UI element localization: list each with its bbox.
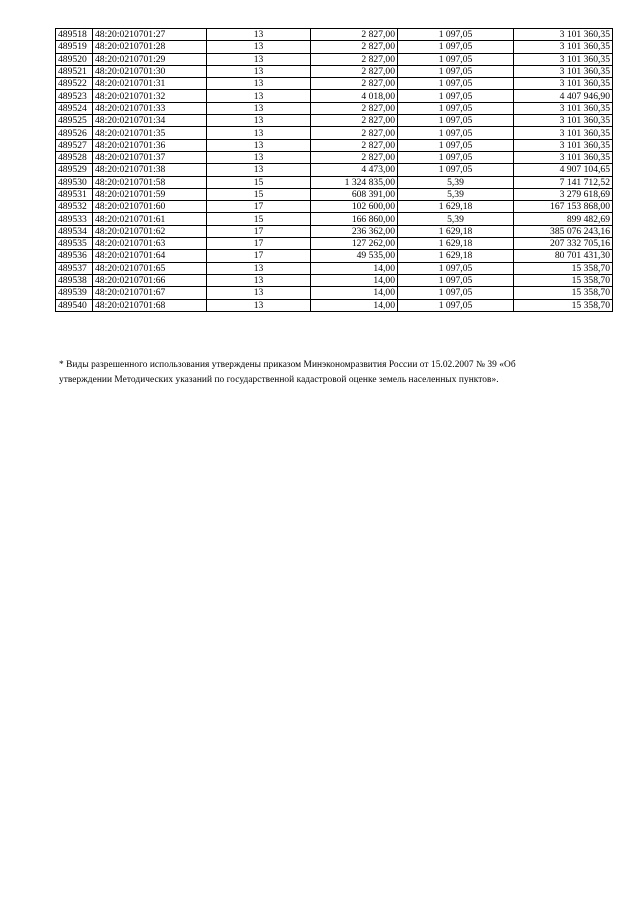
area-cell: 2 827,00: [311, 127, 398, 139]
use-type-code-cell: 13: [207, 164, 311, 176]
specific-value-cell: 5,39: [398, 188, 514, 200]
table-row: [56, 274, 613, 286]
use-type-code-cell: 13: [207, 151, 311, 163]
cadastral-number-cell: 48:20:0210701:28: [93, 41, 207, 53]
specific-value-cell: 1 097,05: [398, 299, 514, 311]
table-row: [56, 213, 613, 225]
cadastral-value-cell: 80 701 431,30: [514, 250, 613, 262]
area-cell: 49 535,00: [311, 250, 398, 262]
cadastral-value-cell: 15 358,70: [514, 287, 613, 299]
cadastral-value-cell: 3 101 360,35: [514, 29, 613, 41]
row-number-cell: 489519: [56, 41, 93, 53]
table-row: [56, 238, 613, 250]
table-row: [56, 164, 613, 176]
table-row: [56, 65, 613, 77]
row-number-cell: 489534: [56, 225, 93, 237]
row-number-cell: 489526: [56, 127, 93, 139]
table-row: [56, 78, 613, 90]
cadastral-value-cell: 3 101 360,35: [514, 102, 613, 114]
area-cell: 2 827,00: [311, 115, 398, 127]
row-number-cell: 489538: [56, 274, 93, 286]
use-type-code-cell: 15: [207, 176, 311, 188]
cadastral-value-cell: 3 101 360,35: [514, 139, 613, 151]
cadastral-number-cell: 48:20:0210701:29: [93, 53, 207, 65]
specific-value-cell: 1 097,05: [398, 139, 514, 151]
cadastral-number-cell: 48:20:0210701:59: [93, 188, 207, 200]
area-cell: 2 827,00: [311, 53, 398, 65]
table-row: [56, 115, 613, 127]
specific-value-cell: 1 629,18: [398, 225, 514, 237]
cadastral-value-cell: 15 358,70: [514, 274, 613, 286]
row-number-cell: 489537: [56, 262, 93, 274]
row-number-cell: 489539: [56, 287, 93, 299]
row-number-cell: 489528: [56, 151, 93, 163]
cadastral-value-cell: 167 153 868,00: [514, 201, 613, 213]
specific-value-cell: 1 629,18: [398, 238, 514, 250]
use-type-code-cell: 15: [207, 213, 311, 225]
use-type-code-cell: 17: [207, 250, 311, 262]
cadastral-number-cell: 48:20:0210701:32: [93, 90, 207, 102]
use-type-code-cell: 13: [207, 274, 311, 286]
area-cell: 2 827,00: [311, 29, 398, 41]
area-cell: 236 362,00: [311, 225, 398, 237]
use-type-code-cell: 13: [207, 127, 311, 139]
table-row: [56, 188, 613, 200]
cadastral-number-cell: 48:20:0210701:68: [93, 299, 207, 311]
cadastral-value-cell: 3 101 360,35: [514, 151, 613, 163]
specific-value-cell: 1 097,05: [398, 53, 514, 65]
row-number-cell: 489533: [56, 213, 93, 225]
cadastral-value-cell: 4 407 946,90: [514, 90, 613, 102]
cadastral-number-cell: 48:20:0210701:66: [93, 274, 207, 286]
area-cell: 14,00: [311, 299, 398, 311]
specific-value-cell: 1 097,05: [398, 102, 514, 114]
cadastral-number-cell: 48:20:0210701:31: [93, 78, 207, 90]
row-number-cell: 489530: [56, 176, 93, 188]
row-number-cell: 489535: [56, 238, 93, 250]
cadastral-value-cell: 899 482,69: [514, 213, 613, 225]
specific-value-cell: 5,39: [398, 213, 514, 225]
area-cell: 2 827,00: [311, 41, 398, 53]
cadastral-number-cell: 48:20:0210701:62: [93, 225, 207, 237]
specific-value-cell: 1 097,05: [398, 151, 514, 163]
cadastral-number-cell: 48:20:0210701:58: [93, 176, 207, 188]
area-cell: 4 473,00: [311, 164, 398, 176]
row-number-cell: 489536: [56, 250, 93, 262]
specific-value-cell: 1 097,05: [398, 115, 514, 127]
cadastral-value-cell: 3 101 360,35: [514, 41, 613, 53]
use-type-code-cell: 13: [207, 41, 311, 53]
table-row: [56, 250, 613, 262]
row-number-cell: 489524: [56, 102, 93, 114]
table-row: [56, 176, 613, 188]
footnote-line-1: * Виды разрешенного использования утверждены приказом Минэкономразвития России от 15.02.2007 № 39 «Об: [59, 360, 516, 370]
use-type-code-cell: 17: [207, 225, 311, 237]
row-number-cell: 489521: [56, 65, 93, 77]
cadastral-number-cell: 48:20:0210701:64: [93, 250, 207, 262]
use-type-code-cell: 13: [207, 262, 311, 274]
row-number-cell: 489525: [56, 115, 93, 127]
cadastral-number-cell: 48:20:0210701:35: [93, 127, 207, 139]
footnote: [59, 358, 599, 388]
use-type-code-cell: 13: [207, 287, 311, 299]
table-row: [56, 41, 613, 53]
area-cell: 608 391,00: [311, 188, 398, 200]
area-cell: 14,00: [311, 274, 398, 286]
cadastral-value-cell: 7 141 712,52: [514, 176, 613, 188]
use-type-code-cell: 13: [207, 90, 311, 102]
cadastral-value-cell: 3 279 618,69: [514, 188, 613, 200]
table-row: [56, 127, 613, 139]
area-cell: 4 018,00: [311, 90, 398, 102]
table-row: [56, 151, 613, 163]
cadastral-value-table: [55, 28, 613, 312]
use-type-code-cell: 13: [207, 299, 311, 311]
row-number-cell: 489518: [56, 29, 93, 41]
row-number-cell: 489522: [56, 78, 93, 90]
cadastral-value-cell: 3 101 360,35: [514, 127, 613, 139]
cadastral-number-cell: 48:20:0210701:60: [93, 201, 207, 213]
use-type-code-cell: 13: [207, 115, 311, 127]
table-row: [56, 262, 613, 274]
table-row: [56, 201, 613, 213]
use-type-code-cell: 15: [207, 188, 311, 200]
area-cell: 2 827,00: [311, 78, 398, 90]
cadastral-number-cell: 48:20:0210701:37: [93, 151, 207, 163]
row-number-cell: 489529: [56, 164, 93, 176]
specific-value-cell: 1 629,18: [398, 250, 514, 262]
row-number-cell: 489531: [56, 188, 93, 200]
area-cell: 1 324 835,00: [311, 176, 398, 188]
specific-value-cell: 1 097,05: [398, 78, 514, 90]
table-body: [56, 29, 613, 312]
cadastral-value-cell: 3 101 360,35: [514, 78, 613, 90]
use-type-code-cell: 13: [207, 29, 311, 41]
specific-value-cell: 1 097,05: [398, 29, 514, 41]
cadastral-value-cell: 385 076 243,16: [514, 225, 613, 237]
use-type-code-cell: 13: [207, 65, 311, 77]
area-cell: 2 827,00: [311, 102, 398, 114]
specific-value-cell: 1 097,05: [398, 164, 514, 176]
use-type-code-cell: 13: [207, 102, 311, 114]
cadastral-number-cell: 48:20:0210701:61: [93, 213, 207, 225]
area-cell: 127 262,00: [311, 238, 398, 250]
specific-value-cell: 1 097,05: [398, 274, 514, 286]
table-row: [56, 139, 613, 151]
cadastral-value-cell: 207 332 705,16: [514, 238, 613, 250]
cadastral-number-cell: 48:20:0210701:38: [93, 164, 207, 176]
area-cell: 102 600,00: [311, 201, 398, 213]
table-row: [56, 29, 613, 41]
row-number-cell: 489527: [56, 139, 93, 151]
cadastral-number-cell: 48:20:0210701:36: [93, 139, 207, 151]
specific-value-cell: 1 629,18: [398, 201, 514, 213]
footnote-line-2: утверждении Методических указаний по государственной кадастровой оценке земель населенных пунктов».: [59, 375, 499, 385]
specific-value-cell: 1 097,05: [398, 287, 514, 299]
use-type-code-cell: 13: [207, 139, 311, 151]
cadastral-value-cell: 3 101 360,35: [514, 115, 613, 127]
specific-value-cell: 1 097,05: [398, 41, 514, 53]
cadastral-number-cell: 48:20:0210701:67: [93, 287, 207, 299]
specific-value-cell: 1 097,05: [398, 65, 514, 77]
use-type-code-cell: 17: [207, 238, 311, 250]
table-row: [56, 102, 613, 114]
area-cell: 14,00: [311, 262, 398, 274]
cadastral-value-cell: 15 358,70: [514, 262, 613, 274]
use-type-code-cell: 13: [207, 78, 311, 90]
cadastral-number-cell: 48:20:0210701:27: [93, 29, 207, 41]
cadastral-number-cell: 48:20:0210701:65: [93, 262, 207, 274]
row-number-cell: 489532: [56, 201, 93, 213]
specific-value-cell: 1 097,05: [398, 127, 514, 139]
cadastral-number-cell: 48:20:0210701:30: [93, 65, 207, 77]
cadastral-number-cell: 48:20:0210701:33: [93, 102, 207, 114]
table-row: [56, 225, 613, 237]
area-cell: 14,00: [311, 287, 398, 299]
specific-value-cell: 1 097,05: [398, 90, 514, 102]
cadastral-value-cell: 3 101 360,35: [514, 65, 613, 77]
row-number-cell: 489523: [56, 90, 93, 102]
row-number-cell: 489540: [56, 299, 93, 311]
area-cell: 2 827,00: [311, 65, 398, 77]
row-number-cell: 489520: [56, 53, 93, 65]
table-row: [56, 53, 613, 65]
specific-value-cell: 1 097,05: [398, 262, 514, 274]
use-type-code-cell: 17: [207, 201, 311, 213]
cadastral-value-cell: 15 358,70: [514, 299, 613, 311]
table-row: [56, 287, 613, 299]
table-row: [56, 90, 613, 102]
cadastral-value-cell: 3 101 360,35: [514, 53, 613, 65]
use-type-code-cell: 13: [207, 53, 311, 65]
area-cell: 2 827,00: [311, 139, 398, 151]
cadastral-number-cell: 48:20:0210701:63: [93, 238, 207, 250]
area-cell: 166 860,00: [311, 213, 398, 225]
specific-value-cell: 5,39: [398, 176, 514, 188]
cadastral-number-cell: 48:20:0210701:34: [93, 115, 207, 127]
table-row: [56, 299, 613, 311]
area-cell: 2 827,00: [311, 151, 398, 163]
cadastral-value-cell: 4 907 104,65: [514, 164, 613, 176]
